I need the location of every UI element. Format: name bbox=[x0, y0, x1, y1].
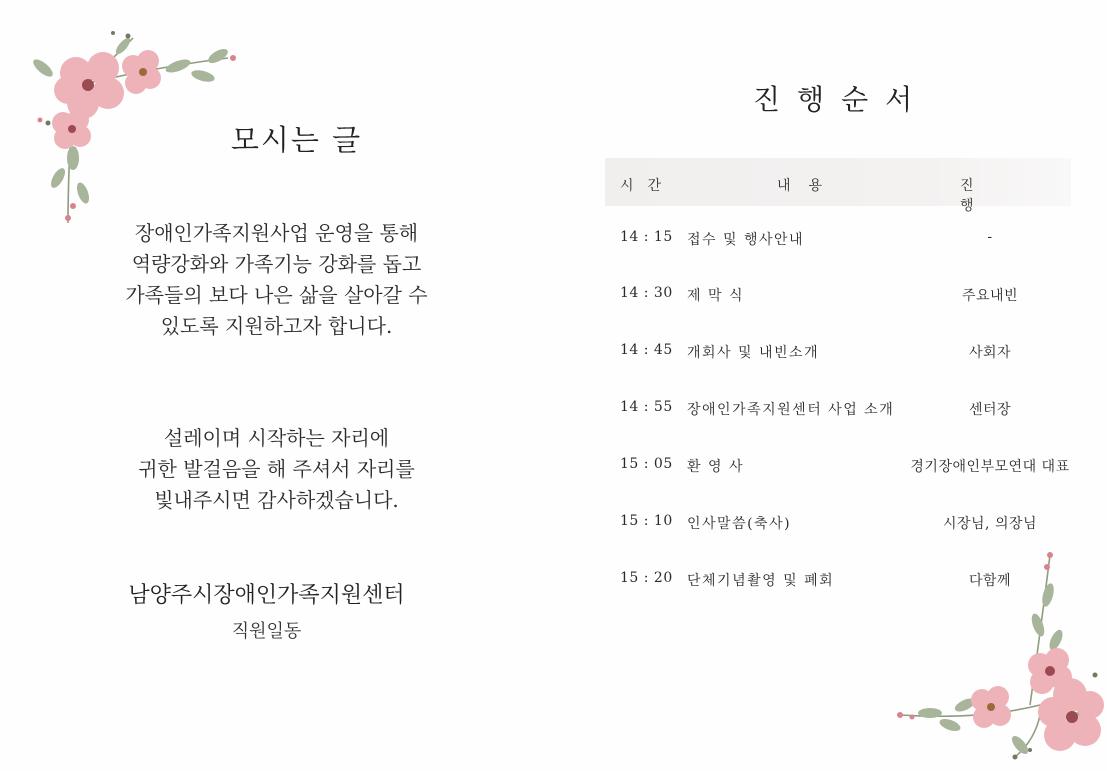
program-page bbox=[553, 0, 1107, 771]
row-host: 경기장애인부모연대 대표 bbox=[910, 459, 1070, 475]
header-time: 시간 bbox=[620, 178, 676, 194]
row-content: 장애인가족지원센터 사업 소개 bbox=[687, 402, 895, 418]
row-host: 주요내빈 bbox=[961, 288, 1019, 304]
flower-decoration-icon bbox=[890, 545, 1104, 765]
paragraph-line: 빛내주시면 감사하겠습니다. bbox=[154, 488, 399, 512]
table-row bbox=[605, 285, 1085, 309]
row-content: 환 영 사 bbox=[687, 459, 744, 475]
row-host: 사회자 bbox=[968, 345, 1012, 361]
paragraph-line: 귀한 발걸음을 해 주셔서 자리를 bbox=[138, 457, 415, 481]
table-row bbox=[605, 399, 1085, 423]
table-row bbox=[605, 342, 1085, 366]
row-host: 시장님, 의장님 bbox=[942, 516, 1038, 532]
row-host: 다함께 bbox=[968, 573, 1012, 589]
header-content: 내용 bbox=[777, 178, 841, 194]
sender-organization: 남양주시장애인가족지원센터 bbox=[128, 583, 405, 608]
row-host: - bbox=[987, 229, 993, 245]
row-host: 센터장 bbox=[968, 402, 1012, 418]
paragraph-line: 장애인가족지원사업 운영을 통해 bbox=[134, 221, 419, 245]
sender-staff: 직원일동 bbox=[231, 621, 302, 642]
paragraph-line: 가족들의 보다 나은 삶을 살아갈 수 bbox=[125, 283, 428, 307]
paragraph-line: 있도록 지원하고자 합니다. bbox=[160, 314, 393, 338]
row-time: 14 : 45 bbox=[620, 342, 673, 358]
invitation-paragraph-2 bbox=[0, 423, 553, 516]
table-row bbox=[605, 229, 1085, 253]
row-content: 단체기념촬영 및 폐회 bbox=[687, 573, 835, 589]
header-host: 진행 bbox=[960, 178, 1016, 214]
row-content: 접수 및 행사안내 bbox=[687, 232, 805, 248]
invitation-title: 모시는 글 bbox=[230, 123, 363, 157]
invitation-paragraph-1 bbox=[0, 218, 553, 342]
paragraph-line: 설레이며 시작하는 자리에 bbox=[163, 426, 390, 450]
program-table-header bbox=[605, 158, 1071, 214]
invitation-page bbox=[0, 0, 553, 771]
row-time: 15 : 10 bbox=[620, 513, 673, 529]
row-time: 14 : 15 bbox=[620, 229, 673, 245]
program-title: 진행순서 bbox=[753, 83, 930, 116]
table-row bbox=[605, 513, 1085, 537]
table-row bbox=[605, 456, 1085, 480]
paragraph-line: 역량강화와 가족기능 강화를 돕고 bbox=[131, 252, 422, 276]
row-time: 15 : 20 bbox=[620, 570, 673, 586]
row-time: 15 : 05 bbox=[620, 456, 673, 472]
row-content: 인사말씀(축사) bbox=[687, 516, 792, 532]
row-content: 개회사 및 내빈소개 bbox=[687, 345, 820, 361]
row-content: 제 막 식 bbox=[687, 288, 744, 304]
row-time: 14 : 30 bbox=[620, 285, 673, 301]
row-time: 14 : 55 bbox=[620, 399, 673, 415]
